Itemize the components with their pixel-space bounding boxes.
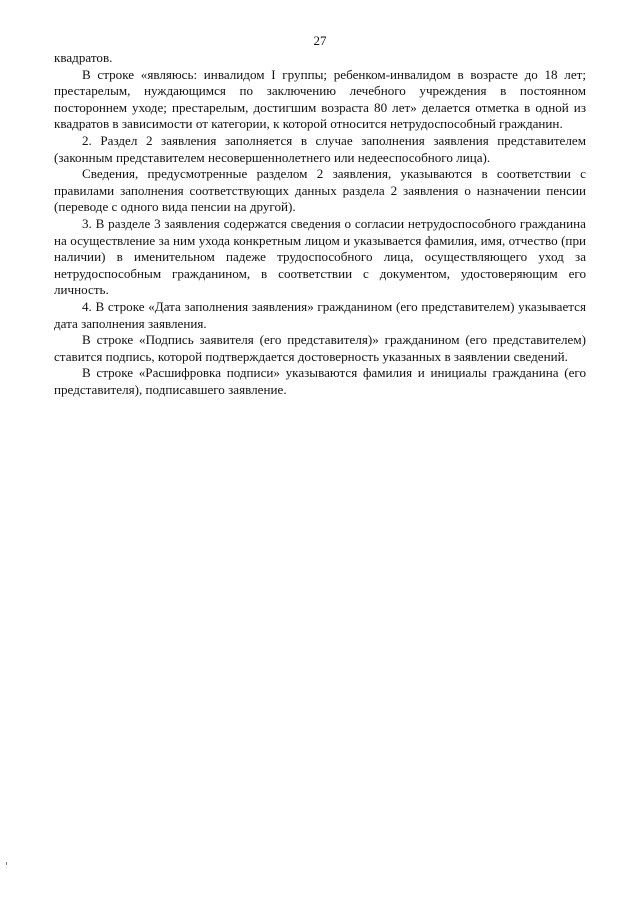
paragraph-disability-category: В строке «являюсь: инвалидом I группы; ребенком-инвалидом в возрасте до 18 лет; престарелым, нуждающимся по заключению лечебного учреждения в постоянном постороннем уходе; престарелым, достигшим возраста 80 лет» делается отметка в одной из квадратов в зависимости от категории, к которой относится нетрудоспособный гражданин. <box>54 66 586 132</box>
paragraph-signature-decoding: В строке «Расшифровка подписи» указываются фамилия и инициалы гражданина (его представителя), подписавшего заявление. <box>54 365 586 397</box>
paragraph-section-2: 2. Раздел 2 заявления заполняется в случае заполнения заявления представителем (законным представителем несовершеннолетнего или недееспособного лица). <box>54 132 586 165</box>
continuation-text: квадратов. <box>54 50 113 65</box>
document-body <box>54 50 586 398</box>
paragraph-section-3: 3. В разделе 3 заявления содержатся сведения о согласии нетрудоспособного гражданина на осуществление за ним ухода конкретным лицом и указывается фамилия, имя, отчество (при наличии) в именительном падеже трудоспособного лица, осуществляющего уход за нетрудоспособным гражданином, в соответствии с документом, удостоверяющим его личность. <box>54 215 586 298</box>
scan-mark <box>6 862 7 865</box>
paragraph-signature: В строке «Подпись заявителя (его представителя)» гражданином (его представителем) ставится подпись, которой подтверждается достоверность указанных в заявлении сведений. <box>54 332 586 364</box>
paragraph-filling-date: 4. В строке «Дата заполнения заявления» гражданином (его представителем) указывается дата заполнения заявления. <box>54 298 586 331</box>
paragraph-section-2-details: Сведения, предусмотренные разделом 2 заявления, указываются в соответствии с правилами заполнения соответствующих данных раздела 2 заявления о назначении пенсии (переводе с одного вида пенсии на другой). <box>54 166 586 215</box>
page-number: 27 <box>313 33 327 48</box>
